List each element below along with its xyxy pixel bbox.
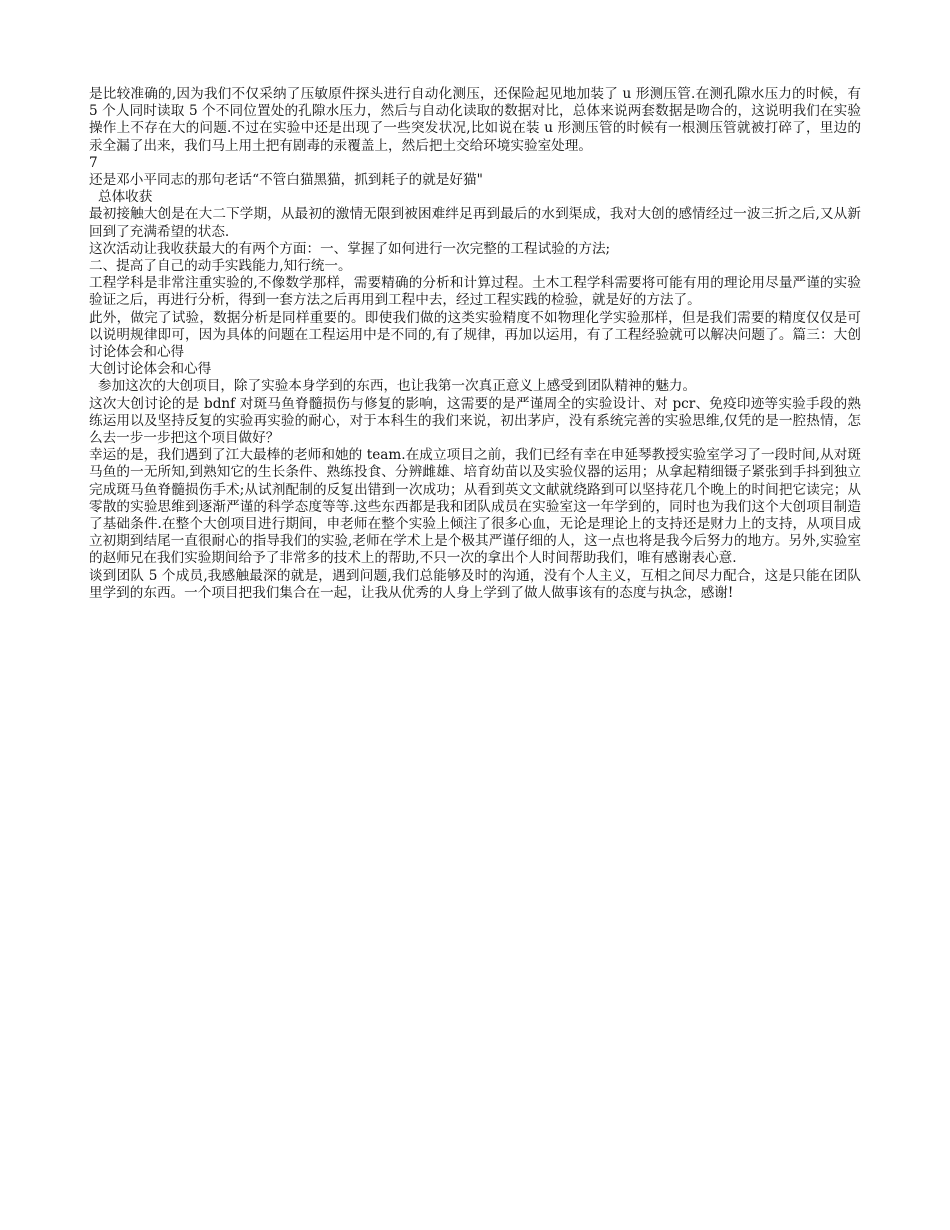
paragraph-first-contact: 最初接触大创是在大二下学期，从最初的激情无限到被困难绊足再到最后的水到渠成，我对大创的感情经过一波三折之后,又从新回到了充满希望的状态. (89, 206, 861, 240)
paragraph-two-gains: 这次活动让我收获最大的有两个方面：一、掌握了如何进行一次完整的工程试验的方法; (89, 240, 611, 257)
paragraph-quote: 还是邓小平同志的那句老话“不管白猫黑猫，抓到耗子的就是好猫" (89, 172, 483, 189)
section-heading-discussion-reflection: 大创讨论体会和心得 (89, 361, 212, 378)
document-page (89, 86, 861, 602)
paragraph-engineering-experiments: 工程学科是非常注重实验的,不像数学那样，需要精确的分析和计算过程。土木工程学科需要将可能有用的理论用尽量严谨的实验验证之后，再进行分析，得到一套方法之后再用到工程中去，经过工程实践的检验，就是好的方法了。 (89, 275, 861, 309)
paragraph-team-spirit: 参加这次的大创项目，除了实验本身学到的东西，也让我第一次真正意义上感受到团队精神的魅力。 (98, 378, 697, 395)
paragraph-practice-ability: 二、提高了自己的动手实践能力,知行统一。 (89, 258, 352, 275)
paragraph-data-analysis: 此外，做完了试验，数据分析是同样重要的。即使我们做的这类实验精度不如物理化学实验那样，但是我们需要的精度仅仅是可以说明规律即可，因为具体的问题在工程运用中是不同的,有了规律，再加以运用，有了工程经验就可以解决问题了。篇三：大创讨论体会和心得 (89, 309, 861, 361)
paragraph-team-members: 谈到团队 5 个成员,我感触最深的就是，遇到问题,我们总能够及时的沟通，没有个人主义，互相之间尽力配合，这是只能在团队里学到的东西。一个项目把我们集合在一起，让我从优秀的人身上学到了做人做事该有的态度与执念，感谢! (89, 567, 861, 601)
page-number: 7 (89, 154, 98, 171)
section-heading-overall-gains: 总体收获 (98, 189, 153, 206)
paragraph-bdnf-project: 这次大创讨论的是 bdnf 对斑马鱼脊髓损伤与修复的影响，这需要的是严谨周全的实验设计、对 pcr、免疫印迹等实验手段的熟练运用以及坚持反复的实验再实验的耐心，对于本科生的我们来说，初出茅庐，没有系统完善的实验思维,仅凭的是一腔热情，怎么去一步一步把这个项目做好？ (89, 395, 861, 447)
paragraph-experiment-accuracy: 是比较准确的,因为我们不仅采纳了压敏原件探头进行自动化测压，还保险起见地加装了 u 形测压管.在测孔隙水压力的时候，有 5 个人同时读取 5 个不同位置处的孔隙水压力，然后与自动化读取的数据对比，总体来说两套数据是吻合的，这说明我们在实验操作上不存在大的问题.不过在实验中还是出现了一些突发状况,比如说在装 u 形测压管的时候有一根测压管就被打碎了，里边的汞全漏了出来，我们马上用土把有剧毒的汞覆盖上，然后把土交给环境实验室处理。 (89, 86, 861, 154)
paragraph-teacher-team: 幸运的是，我们遇到了江大最棒的老师和她的 team.在成立项目之前，我们已经有幸在申延琴教授实验室学习了一段时间,从对斑马鱼的一无所知,到熟知它的生长条件、熟练投食、分辨雌雄、培育幼苗以及实验仪器的运用；从拿起精细镊子紧张到手抖到独立完成斑马鱼脊髓损伤手术;从试剂配制的反复出错到一次成功；从看到英文文献就绕路到可以坚持花几个晚上的时间把它读完；从零散的实验思维到逐渐严谨的科学态度等等.这些东西都是我和团队成员在实验室这一年学到的，同时也为我们这个大创项目制造了基础条件.在整个大创项目进行期间，申老师在整个实验上倾注了很多心血，无论是理论上的支持还是财力上的支持，从项目成立初期到结尾一直很耐心的指导我们的实验,老师在学术上是个极其严谨仔细的人，这一点也将是我今后努力的地方。另外,实验室的赵师兄在我们实验期间给予了非常多的技术上的帮助,不只一次的拿出个人时间帮助我们，唯有感谢表心意. (89, 447, 861, 567)
